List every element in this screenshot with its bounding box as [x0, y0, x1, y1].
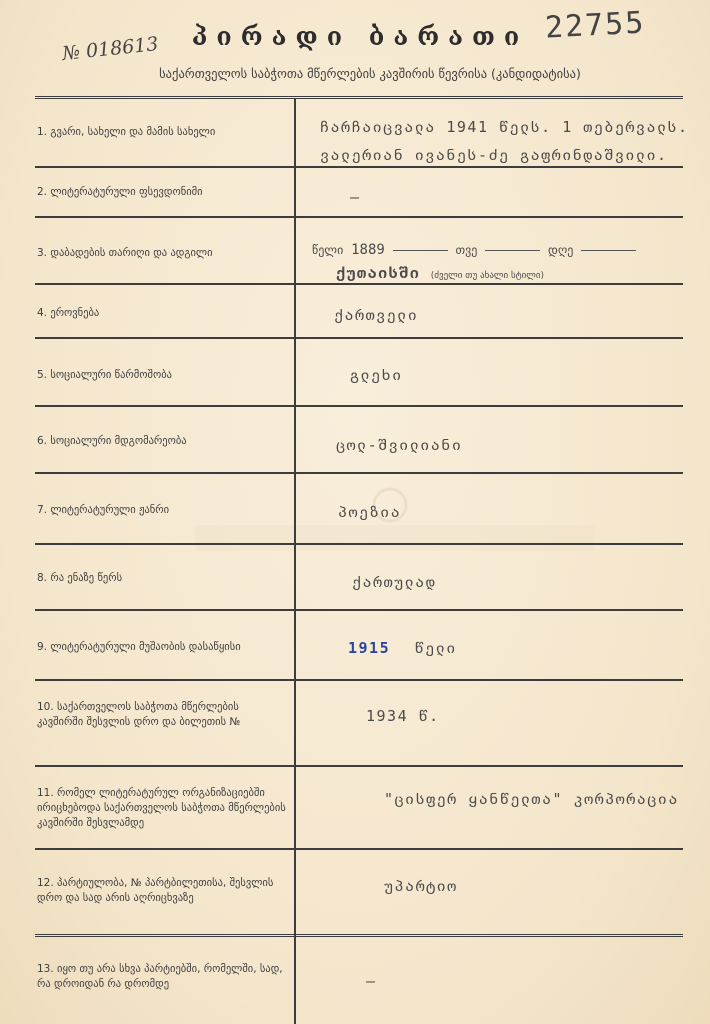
row-label-10: 10. საქართველოს საბჭოთა მწერლების კავშირში შესვლის დრო და ბილეთის №	[37, 701, 241, 728]
row-divider	[35, 472, 683, 474]
row-value-1: ჩარჩაიცვალა 1941 წელს. 1 თებერვალს.	[320, 118, 689, 136]
handwritten-doc-number: 22755	[544, 5, 647, 46]
day-label: დღე	[548, 243, 574, 257]
row-divider	[35, 679, 683, 681]
start-year: 1915	[348, 639, 391, 657]
date-underline	[485, 250, 540, 251]
row-value-7: პოეზია	[338, 503, 402, 521]
month-label: თვე	[455, 243, 478, 257]
row-value-4: ქართველი	[334, 306, 419, 324]
row-value-2: —	[350, 188, 361, 206]
row-divider	[35, 337, 683, 339]
row-divider	[35, 848, 683, 850]
row-value-6: ცოლ-შვილიანი	[336, 436, 463, 454]
row-label-3: 3. დაბადების თარიღი და ადგილი	[37, 247, 213, 259]
handwritten-file-number: № 018613	[61, 33, 160, 65]
row-label-4: 4. ეროვნება	[37, 307, 100, 319]
column-divider	[294, 98, 296, 1024]
row-divider	[35, 216, 683, 218]
year-word: წელი	[414, 639, 457, 657]
row-divider	[35, 934, 683, 937]
row-value-13: —	[366, 972, 377, 990]
header-rule	[35, 96, 683, 99]
row-value-3-place	[336, 264, 706, 282]
row-value-1b: ვალერიან ივანეს-ძე გაფრინდაშვილი.	[320, 146, 668, 164]
style-note: (ძველი თუ ახალი სტილი)	[430, 271, 544, 281]
row-divider	[35, 283, 683, 285]
birth-year: 1889	[351, 242, 385, 258]
row-label-2: 2. ლიტერატურული ფსევდონიმი	[37, 186, 203, 198]
date-underline	[393, 250, 448, 251]
row-value-3-date	[312, 242, 682, 258]
row-value-12: უპარტიო	[384, 877, 458, 895]
row-value-5: გლეხი	[350, 366, 403, 384]
row-label-12: 12. პარტიულობა, № პარტბილეთისა, შესვლის დრო და სად არის აღრიცხვაზე	[37, 877, 274, 904]
row-label-6: 6. სოციალური მდგომარეობა	[37, 435, 187, 447]
row-divider	[35, 166, 683, 168]
row-label-7: 7. ლიტერატურული ჟანრი	[37, 504, 170, 516]
watermark-stamp	[185, 485, 605, 565]
row-value-8: ქართულად	[352, 573, 437, 591]
row-value-11: "ცისფერ ყანწელთა" კორპორაცია	[384, 790, 679, 808]
row-value-10: 1934 წ.	[366, 707, 440, 725]
row-divider	[35, 543, 683, 545]
row-label-5: 5. სოციალური წარმოშობა	[37, 369, 172, 381]
row-label-8: 8. რა ენაზე წერს	[37, 572, 123, 584]
row-label-13: 13. იყო თუ არა სხვა პარტიებში, რომელში, სად, რა დროიდან რა დრომდე	[37, 963, 283, 990]
date-underline	[581, 250, 636, 251]
birth-place: ქუთაისში	[336, 264, 421, 282]
year-label: წელი	[312, 243, 344, 257]
row-divider	[35, 765, 683, 767]
row-label-9: 9. ლიტერატურული მუშაობის დასაწყისი	[37, 641, 241, 653]
row-label-1: 1. გვარი, სახელი და მამის სახელი	[37, 126, 216, 138]
page-title: პირადი ბარათი	[191, 22, 529, 51]
row-label-11: 11. რომელ ლიტერატურულ ორგანიზაციებში ირიცხებოდა საქართველოს საბჭოთა მწერლების კავშირში შესვლამდე	[37, 787, 286, 829]
row-value-9	[348, 639, 710, 657]
page-subtitle: საქართველოს საბჭოთა მწერლების კავშირის წევრისა (კანდიდატისა)	[159, 66, 581, 81]
row-divider	[35, 405, 683, 407]
row-divider	[35, 609, 683, 611]
